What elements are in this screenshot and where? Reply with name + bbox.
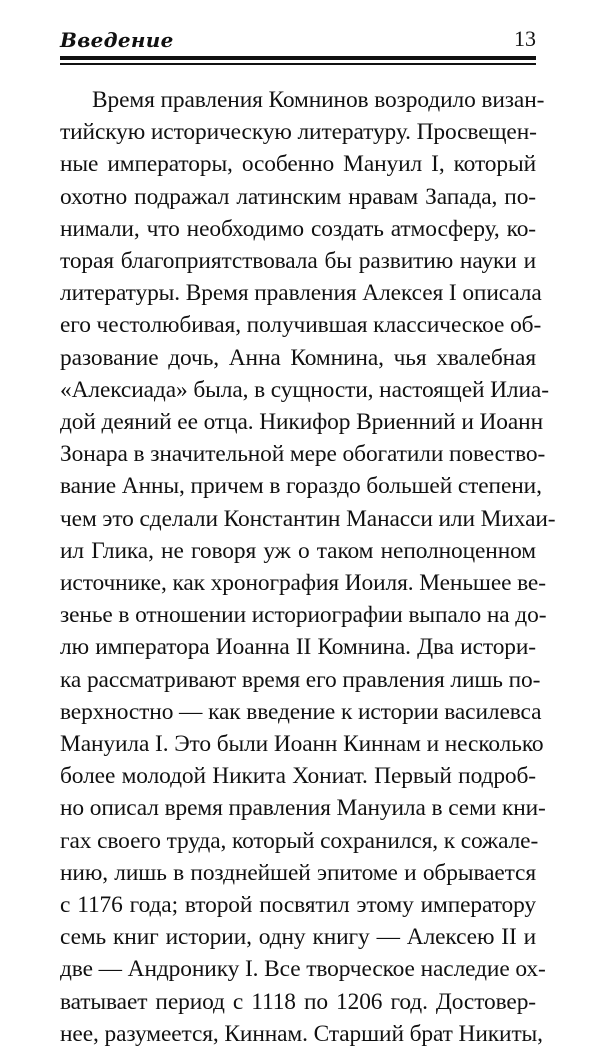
- text-line: ные императоры, особенно Мануил I, который: [60, 151, 536, 178]
- text-line: нимали, что необходимо создать атмосферу, ко-: [60, 215, 536, 242]
- text-line: тийскую историческую литературу. Просвещен-: [60, 119, 537, 146]
- text-line: торая благоприятствовала бы развитию науки и: [60, 248, 536, 275]
- text-line: нее, разумеется, Киннам. Старший брат Никиты,: [60, 1020, 543, 1047]
- text-line: Время правления Комнинов возродило визан-: [92, 87, 545, 113]
- page-number: 13: [514, 26, 536, 51]
- text-line: вание Анны, причем в гораздо большей степени,: [60, 473, 542, 500]
- text-line: гах своего труда, который сохранился, к сожале-: [60, 827, 539, 854]
- text-line: его честолюбивая, получившая классическое об-: [60, 312, 542, 339]
- text-line: источнике, как хронография Иоиля. Меньшее ве-: [60, 570, 546, 597]
- text-line: ил Глика, не говоря уж о таком неполноценном: [60, 537, 536, 564]
- text-line: но описал время правления Мануила в семи кни-: [60, 795, 546, 822]
- text-line: «Алексиада» была, в сущности, настоящей Илиа-: [60, 376, 549, 403]
- running-head: [60, 24, 536, 52]
- section-title: Введение: [60, 28, 174, 52]
- text-line: с 1176 года; второй посвятил этому императору: [60, 892, 536, 919]
- text-line: Мануила I. Это были Иоанн Киннам и несколько: [60, 731, 544, 758]
- header-rule-thick: [60, 56, 536, 60]
- header-rule-thin: [60, 63, 536, 65]
- text-line: нию, лишь в позднейшей эпитоме и обрывается: [60, 859, 536, 886]
- text-line: семь книг истории, одну книгу — Алексею II и: [60, 924, 536, 951]
- text-line: ватывает период с 1118 по 1206 год. Достовер-: [60, 988, 536, 1015]
- text-line: Зонара в значительной мере обогатили повество-: [60, 441, 546, 468]
- text-line: разование дочь, Анна Комнина, чья хвалебная: [60, 344, 536, 371]
- text-line: дой деяний ее отца. Никифор Вриенний и Иоанн: [60, 409, 543, 436]
- body-text: [60, 84, 556, 1050]
- text-line: лю императора Иоанна II Комнина. Два истори-: [60, 634, 536, 661]
- text-line: ка рассматривают время его правления лишь по-: [60, 666, 541, 693]
- text-line: чем это сделали Константин Манасси или Михаи-: [60, 505, 556, 532]
- text-line: две — Андронику I. Все творческое наследие ох-: [60, 956, 546, 983]
- text-line: охотно подражал латинским нравам Запада, по-: [60, 183, 536, 210]
- text-line: верхностно — как введение к истории василевса: [60, 698, 542, 725]
- text-line: более молодой Никита Хониат. Первый подроб-: [60, 763, 536, 790]
- text-line: литературы. Время правления Алексея I описала: [60, 280, 542, 307]
- text-line: зенье в отношении историографии выпало на до-: [60, 602, 547, 629]
